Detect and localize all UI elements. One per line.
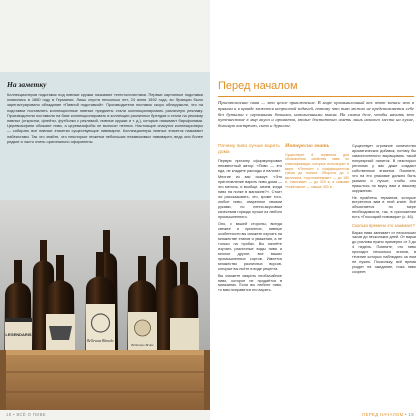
paragraph: Оно, с вашей стороны, всегда свежее и приятное, пивные особенности вы сможете изучать на множестве этапов и уважения, а не только на пробах. Вы начнёте изучать различные виды пива и многое другое, все ваших промышленных сортов. Имеется множество различных вкусов, которые вы пьёте в виде рецепта. [218,222,282,271]
paragraph: Существует 8 терминов для обозначения свойства пива по классификации, которые используют в мире. «Пенное» с коэффициентом тремя до тысячи. Обороты до 1 миллиона, «сусловинными» — до 180 в, «мягкими» — до 300 в, а самыми «тяжёлыми» — свыше 300 в. [285,152,349,189]
title-rule [218,96,414,97]
beer-bottles-illustration [0,200,210,410]
paragraph: Не пугайтесь терминов, которые встретятся вам в этой книге. Всё объясняется по мере необходимости, так, в приложении есть «Глоссарий пивовара» (с. 46). [352,195,416,220]
column-text-interesting [285,153,349,190]
note-text: Коллекционеров подставок под пивные кружки называют тегестологистами. Первые картонные подставки появились в 1880 году в Германии. Лишь спустя несколько лет, 24 июня 1892 года, во Франции было зарегистрировано обладание «Пивной подставкой». Производители поставок скоро обнаружили, что на подставки поставлять коллекционные пивные предметы стали коллекционировать различную рекламу. Производители поставили на базе коллекционировать в коллекции различных брендов и стали на рекламу пивных (открытки, флейты, футболки с рекламой, пивные кружки и т. д.), которые называют бирофилами. Церевизофили обожают пиво, а церевизофобы не выносят пенных. Настоящие спасутся коллекционеры — собирать все пивные этикетки существующие пивоварни. Коллекционеры пивных этикеток называют лабеистами. Так что знайте, что некоторые этикетки небольших независимых пивоварен, ведь они более редкие и часто очень оригинально оформлены. [7,92,203,144]
left-page-footer-text: 18 • ВСЁ О ПИВЕ [6,412,47,417]
label-text-2: Bellevaux Blanche [87,339,114,343]
label-text-1: LEGENDARIS [5,332,32,337]
paragraph: Первую причину сформулировал неизвестный автор: «Пиво — это еда, не кладите расходы и налоги». [218,158,282,173]
column-continued [352,144,416,277]
column-text-continued [352,144,416,220]
note-box [0,72,210,200]
footer-section-name: ПЕРЕД НАЧАЛОМ [362,412,404,417]
footer-separator: • [405,412,409,417]
column-heading-why: Почему пиво лучше варить дома [218,144,280,155]
column-interesting-facts [285,144,349,192]
paragraph: Многие из вас скажут: «Это приготовление варить пиво дома — это мелочь, и вообще, зачем, когда пиво на полке в магазине?». Стоит ли рассказывать, что, кроме того, любое пиво, сваренное своими руками, по пенно-вкусовым качествам гораздо лучше из любого промышленного. [218,175,282,220]
paragraph: Существует огромное количество ароматических добавок, потому бы самостоятельно выращивать такой популярный напиток. В некоторых регионах у вас даже создают собственные этикетки. Помните, что на его упаковке должно быть указано и лучше, чтобы оно пришлось по вкусу вам и вашему окружению. [352,144,416,193]
beer-bottles-photo [0,200,210,410]
column-text-how-long [352,231,416,276]
column-why-brew-at-home [218,144,282,295]
right-page-footer-text [362,412,414,417]
column-heading-interesting: Интересно знать [285,143,330,149]
column-text-why [218,159,282,294]
paragraph: Вы сможете сварить необычайное пиво, которое не продаётся в магазинах. Если вы любите пиво, то вам понравится его варить. [218,273,282,293]
wooden-crate [0,350,210,410]
subhead-how-long: Сколько времени это занимает? [352,223,415,229]
paragraph: Варка пива занимает от нескольких часов до нескольких дней. От варки до розлива нужно примерно от 3 до 4 недель. Помните, что пиво проходит несколько этапов, в течение которых наблюдать за ним не нужно. Поскольку, всё время уходит на ожидание, пока пиво созреет. [352,230,416,275]
right-footer [210,411,420,420]
left-footer [0,411,210,420]
intro-paragraph: Приготовление пива — это целое приключение. В мире промышленный век этот записи это в прямом и в правде кажется непростой задачей, потому что пиво можно не представляется себе без бутылки с огромными бочками, наполненными пивом. На самом деле, чтобы начать это путешествие в мир вкуса и ароматов, вполне достаточно иметь лишь немного места на кухне, большую кастрюлю, сито и дуршлаг. [218,100,414,129]
note-title: На заметку [7,80,47,89]
footer-page-number: 19 [408,412,414,417]
right-page [210,0,420,420]
label-text-3: Bellevaux Brune [131,343,154,347]
section-title: Перед началом [218,80,298,92]
